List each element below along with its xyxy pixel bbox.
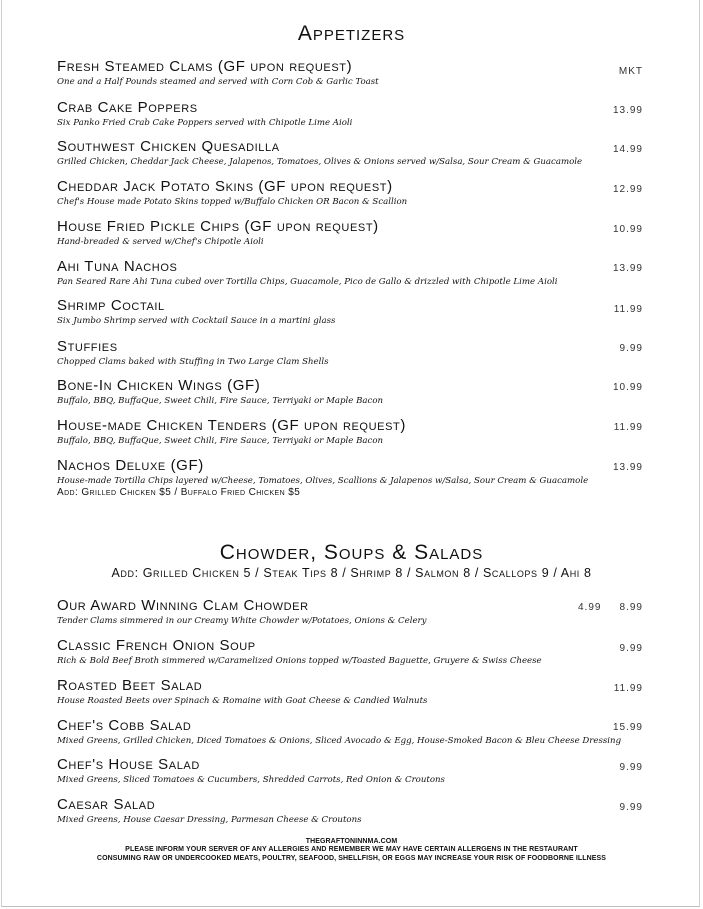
item-price: 11.99 [613,683,643,694]
item-description: Tender Clams simmered in our Creamy White Chowder w/Potatoes, Onions & Celery [57,616,427,626]
item-price: 10.99 [612,224,643,235]
item-name: Bone-In Chicken Wings (GF) [57,377,261,394]
item-name: House-made Chicken Tenders (GF upon request) [57,417,406,434]
footer-allergy-notice: PLEASE INFORM YOUR SERVER OF ANY ALLERGIES AND REMEMBER WE MAY HAVE CERTAIN ALLERGENS IN THE RESTAURANT [125,846,578,854]
menu-item [57,58,647,88]
menu-item [57,218,647,248]
item-description: Buffalo, BBQ, BuffaQue, Sweet Chili, Fire Sauce, Terriyaki or Maple Bacon [57,396,384,406]
menu-item [57,99,647,129]
menu-item [57,138,647,168]
item-name: Crab Cake Poppers [57,99,198,116]
item-name: Nachos Deluxe (GF) [57,457,204,474]
item-price: 11.99 [613,304,643,315]
item-description: Grilled Chicken, Cheddar Jack Cheese, Jalapenos, Tomatoes, Olives & Onions served w/Salsa, Sour Cream & Guacamole [57,157,583,167]
menu-item [57,338,647,368]
item-addon: Add: Grilled Chicken $5 / Buffalo Fried Chicken $5 [57,487,301,498]
item-price: 9.99 [619,643,643,654]
item-name: Stuffies [57,338,118,355]
soups-heading: Chowder, Soups & Salads [219,541,484,564]
item-name: Fresh Steamed Clams (GF upon request) [57,58,353,75]
item-name: Cheddar Jack Potato Skins (GF upon request) [57,178,393,195]
item-name: Our Award Winning Clam Chowder [57,597,309,614]
item-name: Shrimp Coctail [57,297,165,314]
item-price: 8.99 [619,602,643,613]
item-description: Mixed Greens, House Caesar Dressing, Parmesan Cheese & Croutons [57,815,362,825]
item-price: 9.99 [619,802,643,813]
appetizers-heading: Appetizers [297,22,406,45]
item-price: 14.99 [612,144,643,155]
menu-item [57,297,647,327]
menu-item [57,377,647,407]
menu-item [57,637,647,667]
item-name: Classic French Onion Soup [57,637,256,654]
item-name: House Fried Pickle Chips (GF upon request) [57,218,379,235]
item-description: Chopped Clams baked with Stuffing in Two Large Clam Shells [57,357,329,367]
menu-item [57,796,647,826]
menu-item [57,717,647,747]
item-description: Hand-breaded & served w/Chef's Chipotle Aioli [57,237,264,247]
menu-item [57,457,647,499]
footer-website: THEGRAFTONINNMA.COM [305,838,398,845]
item-description: Six Jumbo Shrimp served with Cocktail Sauce in a martini glass [57,316,336,326]
item-price: MKT [618,66,643,77]
item-name: Roasted Beet Salad [57,677,203,694]
item-name: Caesar Salad [57,796,156,813]
menu-item [57,597,647,627]
item-description: Six Panko Fried Crab Cake Poppers served with Chipotle Lime Aioli [57,118,353,128]
item-price-cup: 4.99 [578,602,602,613]
item-description: Buffalo, BBQ, BuffaQue, Sweet Chili, Fire Sauce, Terriyaki or Maple Bacon [57,436,384,446]
item-price: 9.99 [619,762,643,773]
item-price: 15.99 [612,722,643,733]
item-description: Chef's House made Potato Skins topped w/Buffalo Chicken OR Bacon & Scallion [57,197,408,207]
menu-item [57,756,647,786]
item-price: 13.99 [612,263,643,274]
footer-notice [0,838,703,863]
item-description: Pan Seared Rare Ahi Tuna cubed over Tortilla Chips, Guacamole, Pico de Gallo & drizzled with Chipotle Lime Aioli [57,277,558,287]
item-name: Southwest Chicken Quesadilla [57,138,280,155]
menu-item [57,178,647,208]
menu-item [57,258,647,288]
item-description: Mixed Greens, Grilled Chicken, Diced Tomatoes & Onions, Sliced Avocado & Egg, House-Smoked Bacon & Bleu Cheese Dressing [57,736,622,746]
item-price: 13.99 [612,105,643,116]
item-name: Ahi Tuna Nachos [57,258,178,275]
soups-add-line: Add: Grilled Chicken 5 / Steak Tips 8 / Shrimp 8 / Salmon 8 / Scallops 9 / Ahi 8 [111,566,592,580]
item-price: 13.99 [612,462,643,473]
footer-health-warning: CONSUMING RAW OR UNDERCOOKED MEATS, POULTRY, SEAFOOD, SHELLFISH, OR EGGS MAY INCREASE YOUR RISK OF FOODBORNE ILLNESS [96,854,607,862]
item-name: Chef's Cobb Salad [57,717,192,734]
item-description: Rich & Bold Beef Broth simmered w/Caramelized Onions topped w/Toasted Baguette, Gruyere & Swiss Cheese [57,656,542,666]
item-description: One and a Half Pounds steamed and served with Corn Cob & Garlic Toast [57,77,379,87]
item-description: Mixed Greens, Sliced Tomatoes & Cucumbers, Shredded Carrots, Red Onion & Croutons [57,775,445,785]
item-price: 9.99 [619,343,643,354]
item-price: 11.99 [613,422,643,433]
item-price: 10.99 [612,382,643,393]
item-price: 12.99 [612,184,643,195]
item-description: House Roasted Beets over Spinach & Romaine with Goat Cheese & Candied Walnuts [57,696,428,706]
menu-item [57,417,647,447]
menu-item [57,677,647,707]
item-name: Chef's House Salad [57,756,200,773]
item-description: House-made Tortilla Chips layered w/Cheese, Tomatoes, Olives, Scallions & Jalapenos w/Salsa, Sour Cream & Guacamole [57,476,589,486]
